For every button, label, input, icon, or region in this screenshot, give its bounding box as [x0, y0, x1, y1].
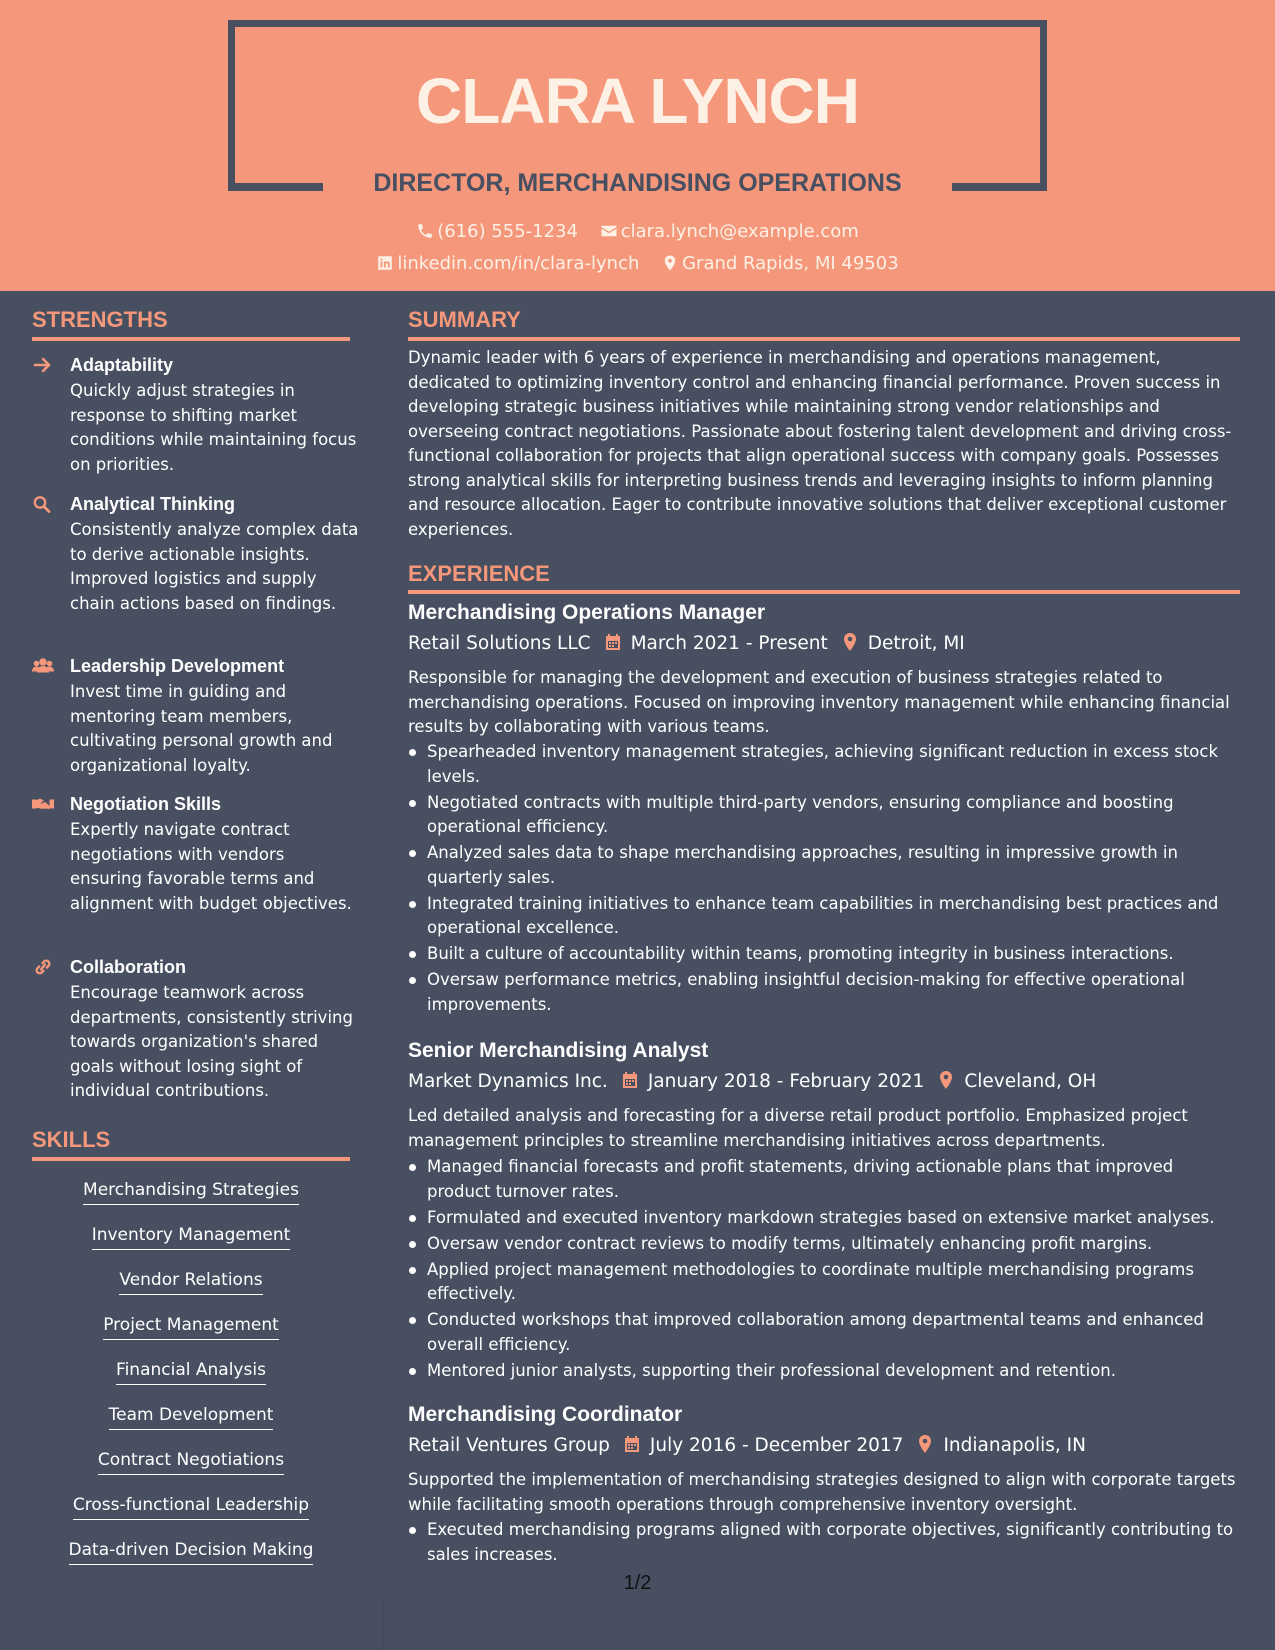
job-bullet: Executed merchandising programs aligned with corporate objectives, significantly contributing to sales increases. [408, 1518, 1240, 1567]
strength-description: Encourage teamwork across departments, consistently striving towards organization's shared goals without losing sight of individual contributions. [70, 983, 353, 1100]
job-dates: January 2018 - February 2021 [647, 1071, 925, 1092]
skill-item [32, 1448, 350, 1475]
users-icon [32, 657, 56, 675]
strength-title: Collaboration [70, 957, 186, 977]
skill-label: Cross-functional Leadership [73, 1493, 309, 1520]
skill-item [32, 1313, 350, 1340]
phone-icon [416, 222, 434, 240]
job-bullet: Mentored junior analysts, supporting their professional development and retention. [408, 1359, 1240, 1384]
skill-item [32, 1538, 350, 1565]
skill-item [32, 1358, 350, 1385]
job-description: Responsible for managing the development and execution of business strategies related to merchandising operations. Focused on improving inventory management while enhancing financial results by collaborating with various teams. [408, 668, 1230, 736]
linkedin-icon [376, 254, 394, 272]
linkedin-text: linkedin.com/in/clara-lynch [397, 253, 640, 274]
column-divider [383, 1600, 384, 1650]
job-bullet: Oversaw performance metrics, enabling insightful decision-making for effective operational improvements. [408, 968, 1240, 1017]
summary-rule [408, 337, 1240, 341]
resume-header [0, 0, 1275, 291]
job-bullet: Spearheaded inventory management strategies, achieving significant reduction in excess stock levels. [408, 740, 1240, 789]
skill-label: Contract Negotiations [98, 1448, 284, 1475]
envelope-icon [600, 222, 618, 240]
calendar-icon [603, 632, 625, 652]
skill-label: Vendor Relations [119, 1268, 262, 1295]
experience-rule [408, 590, 1240, 594]
calendar-icon [622, 1434, 644, 1454]
skill-item [32, 1223, 350, 1250]
email-text: clara.lynch@example.com [620, 221, 859, 242]
skills-heading: SKILLS [32, 1127, 111, 1152]
strength-description: Consistently analyze complex data to derive actionable insights. Improved logistics and supply chain actions based on findings. [70, 520, 359, 613]
contact-row-2 [0, 252, 1275, 276]
calendar-icon [620, 1070, 642, 1090]
skill-item [32, 1178, 350, 1205]
map-pin-icon [915, 1434, 937, 1454]
map-pin-icon [661, 254, 679, 272]
job-title: Merchandising Coordinator [408, 1403, 683, 1426]
job-company: Retail Ventures Group [408, 1435, 610, 1456]
strength-description: Quickly adjust strategies in response to shifting market conditions while maintaining focus on priorities. [70, 381, 357, 474]
contact-row-1 [0, 220, 1275, 244]
job-bullet: Applied project management methodologies to coordinate multiple merchandising programs effectively. [408, 1258, 1240, 1307]
summary-heading: SUMMARY [408, 307, 521, 332]
skill-item [32, 1403, 350, 1430]
frame-right-border [1040, 20, 1047, 191]
job-bullet: Managed financial forecasts and profit statements, driving actionable plans that improved product turnover rates. [408, 1155, 1240, 1204]
map-pin-icon [840, 632, 862, 652]
job-meta [408, 631, 965, 657]
strength-title: Leadership Development [70, 656, 285, 676]
strength-title: Negotiation Skills [70, 794, 222, 814]
job-description: Led detailed analysis and forecasting for a diverse retail product portfolio. Emphasized project management principles to streamline merchandising initiatives across departments. [408, 1106, 1188, 1150]
page-number: 1/2 [623, 1572, 652, 1594]
job-bullet: Negotiated contracts with multiple third-party vendors, ensuring compliance and boosting operational efficiency. [408, 791, 1240, 840]
job-company: Market Dynamics Inc. [408, 1071, 608, 1092]
email-contact[interactable] [600, 220, 859, 244]
phone-text: (616) 555-1234 [437, 221, 578, 242]
linkedin-contact[interactable] [376, 252, 639, 276]
skill-label: Merchandising Strategies [83, 1178, 299, 1205]
location-contact [661, 252, 899, 276]
strength-title: Analytical Thinking [70, 494, 236, 514]
job-bullets [408, 1155, 1240, 1385]
job-bullet: Oversaw vendor contract reviews to modify terms, ultimately enhancing profit margins. [408, 1232, 1240, 1257]
search-icon [32, 495, 56, 513]
skills-rule [32, 1157, 350, 1161]
job-bullet: Analyzed sales data to shape merchandising approaches, resulting in impressive growth in quarterly sales. [408, 841, 1240, 890]
job-dates: March 2021 - Present [630, 633, 828, 654]
job-title-heading: DIRECTOR, MERCHANDISING OPERATIONS [373, 169, 902, 197]
frame-bottom-right-border [952, 183, 1047, 191]
skill-label: Team Development [109, 1403, 274, 1430]
phone-contact[interactable] [416, 220, 578, 244]
arrow-right-icon [32, 356, 56, 374]
job-title: Merchandising Operations Manager [408, 601, 766, 624]
job-bullets [408, 740, 1240, 1019]
frame-top-border [228, 20, 1047, 27]
job-bullets [408, 1518, 1240, 1569]
skill-item [32, 1268, 350, 1295]
location-text: Grand Rapids, MI 49503 [682, 253, 899, 274]
frame-bottom-left-border [228, 183, 323, 191]
skill-label: Project Management [103, 1313, 279, 1340]
summary-text: Dynamic leader with 6 years of experience in merchandising and operations management, dedicated to optimizing inventory control and enhancing financial performance. Proven success in developing strategic business initiatives while maintaining strong vendor relationships and overseeing contract negotiations. Passionate about fostering talent development and driving cross-functional collaboration for projects that align operational success with company goals. Possesses strong analytical skills for interpreting business trends and leveraging insights to inform planning and resource allocation. Eager to contribute innovative solutions that deliver exceptional customer experiences. [408, 348, 1232, 539]
job-location: Detroit, MI [867, 633, 965, 654]
job-description: Supported the implementation of merchandising strategies designed to align with corporate targets while facilitating smooth operations through comprehensive inventory oversight. [408, 1470, 1236, 1514]
skill-label: Financial Analysis [116, 1358, 266, 1385]
strengths-heading: STRENGTHS [32, 307, 168, 332]
skill-label: Inventory Management [92, 1223, 291, 1250]
strength-description: Invest time in guiding and mentoring team members, cultivating personal growth and organizational loyalty. [70, 682, 333, 775]
job-title: Senior Merchandising Analyst [408, 1039, 709, 1062]
job-meta [408, 1433, 1086, 1459]
strength-title: Adaptability [70, 355, 174, 375]
job-bullet: Formulated and executed inventory markdown strategies based on extensive market analyses. [408, 1206, 1240, 1231]
handshake-icon [32, 795, 56, 813]
strengths-rule [32, 337, 350, 341]
candidate-name: CLARA LYNCH [416, 65, 859, 137]
link-icon [32, 958, 56, 976]
job-dates: July 2016 - December 2017 [649, 1435, 904, 1456]
strength-description: Expertly navigate contract negotiations with vendors ensuring favorable terms and alignment with budget objectives. [70, 820, 352, 913]
job-location: Indianapolis, IN [943, 1435, 1086, 1456]
job-bullet: Integrated training initiatives to enhance team capabilities in merchandising best practices and operational excellence. [408, 892, 1240, 941]
experience-heading: EXPERIENCE [408, 561, 550, 586]
skill-label: Data-driven Decision Making [69, 1538, 314, 1565]
job-company: Retail Solutions LLC [408, 633, 591, 654]
map-pin-icon [936, 1070, 958, 1090]
skill-item [32, 1493, 350, 1520]
job-location: Cleveland, OH [964, 1071, 1097, 1092]
job-bullet: Conducted workshops that improved collaboration among departmental teams and enhanced overall efficiency. [408, 1308, 1240, 1357]
job-meta [408, 1069, 1096, 1095]
frame-left-border [228, 20, 235, 191]
job-bullet: Built a culture of accountability within teams, promoting integrity in business interactions. [408, 942, 1240, 967]
